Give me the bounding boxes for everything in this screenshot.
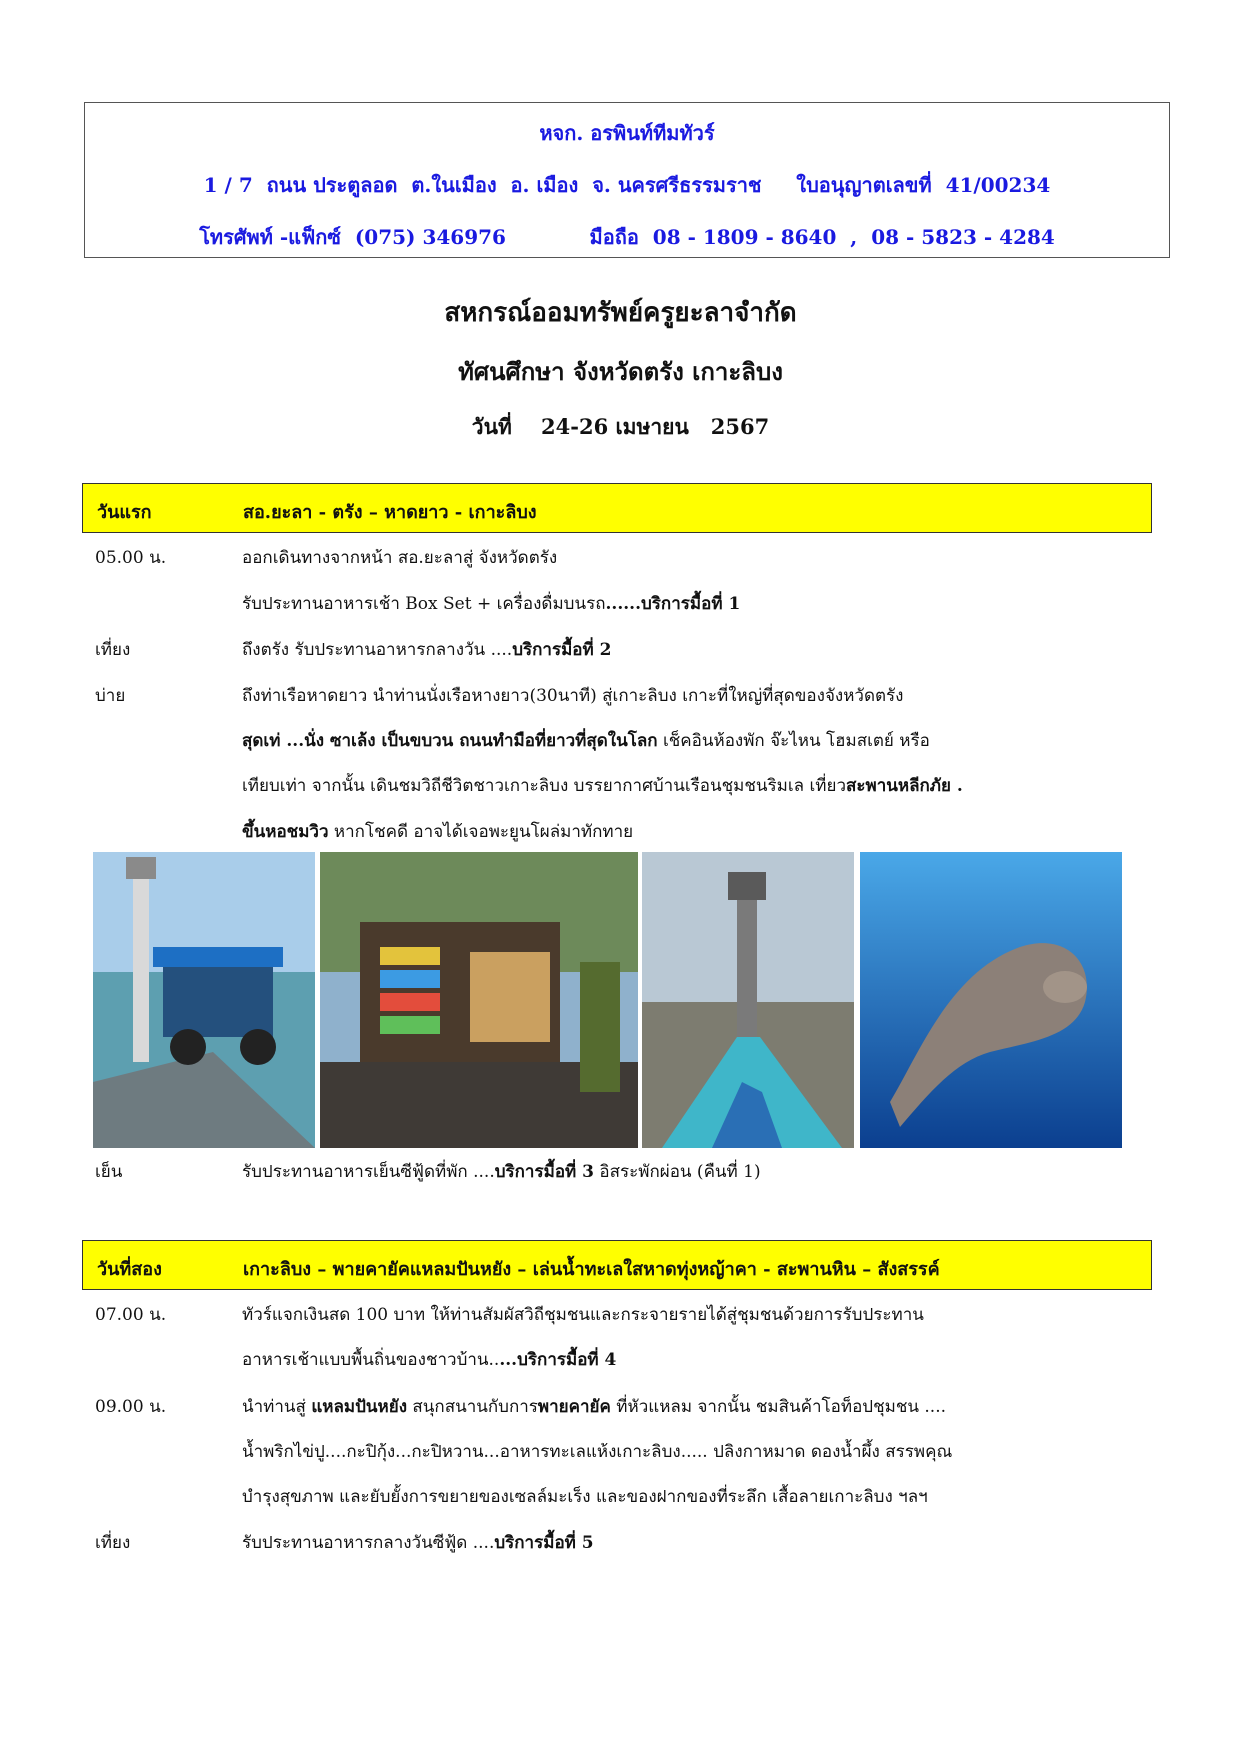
day2-desc-4: บำรุงสุขภาพ และยับยั้งการขยายของเซลล์มะเร็ง และของฝากของที่ระลึก เสื้อลายเกาะลิบง ฯลฯ [242, 1487, 928, 1507]
day2-desc-2: นำท่านสู่ แหลมปันหยัง สนุกสนานกับการพายคายัค ที่หัวแหลม จากนั้น ชมสินค้าโอท็อปชุมชน .... [242, 1397, 947, 1417]
photo-saleng-pier [93, 852, 315, 1148]
day1-time-7: เย็น [95, 1162, 123, 1182]
day1-route: สอ.ยะลา - ตรัง – หาดยาว - เกาะลิบง [243, 502, 537, 523]
trip-title: ทัศนศึกษา จังหวัดตรัง เกาะลิบง [458, 357, 783, 386]
day2-time-0: 07.00 น. [95, 1305, 167, 1325]
photo-dugong [860, 852, 1122, 1148]
day2-desc-3: น้ำพริกไข่ปู....กะปิกุ้ง...กะปิหวาน...อาหารทะเลแห้งเกาะลิบง..... ปลิงกาหมาด ดองน้ำผึ้ง สรรพคุณ [242, 1442, 953, 1462]
day1-desc-0: ออกเดินทางจากหน้า สอ.ยะลาสู่ จังหวัดตรัง [242, 548, 558, 568]
day1-desc-6: ขึ้นหอชมวิว หากโชคดี อาจได้เจอพะยูนโผล่มาทักทาย [242, 822, 634, 842]
agency-header-box [84, 102, 1170, 258]
trip-date: วันที่ 24-26 เมษายน 2567 [471, 414, 770, 439]
day2-route: เกาะลิบง – พายคายัคแหลมปันหยัง – เล่นน้ำทะเลใสหาดทุ่งหญ้าคา - สะพานหิน – สังสรรค์ [243, 1259, 940, 1280]
day1-desc-4: สุดเท่ ...นั่ง ซาเล้ง เป็นขบวน ถนนทำมือที่ยาวที่สุดในโลก เช็คอินห้องพัก จ๊ะไหน โฮมสเตย์ หรือ [242, 731, 930, 751]
photo-village-cafe [320, 852, 638, 1148]
day1-time-3: บ่าย [95, 686, 126, 706]
agency-address: 1 / 7 ถนน ประตูลอด ต.ในเมือง อ. เมือง จ. นครศรีธรรมราช ใบอนุญาตเลขที่ 41/00234 [203, 173, 1051, 197]
day1-desc-5: เทียบเท่า จากนั้น เดินชมวิถีชีวิตชาวเกาะลิบง บรรยากาศบ้านเรือนชุมชนริมเล เที่ยวสะพานหลีกภัย . [242, 776, 963, 796]
day2-time-5: เที่ยง [95, 1533, 131, 1553]
agency-contact: โทรศัพท์ -แฟ็กซ์ (075) 346976 มือถือ 08 - 1809 - 8640 , 08 - 5823 - 4284 [199, 225, 1055, 249]
day1-desc-2: ถึงตรัง รับประทานอาหารกลางวัน ....บริการมื้อที่ 2 [242, 640, 612, 660]
day1-band [82, 483, 1152, 533]
day1-desc-1: รับประทานอาหารเช้า Box Set + เครื่องดื่มบนรถ......บริการมื้อที่ 1 [242, 594, 741, 614]
day2-band [82, 1240, 1152, 1290]
day1-time-0: 05.00 น. [95, 548, 167, 568]
day1-label: วันแรก [97, 502, 152, 523]
day2-time-2: 09.00 น. [95, 1397, 167, 1417]
day2-label: วันที่สอง [97, 1259, 162, 1280]
organization-title: สหกรณ์ออมทรัพย์ครูยะลาจำกัด [444, 298, 797, 328]
day2-desc-5: รับประทานอาหารกลางวันซีฟู้ด ....บริการมื้อที่ 5 [242, 1533, 594, 1553]
day1-time-2: เที่ยง [95, 640, 131, 660]
day2-desc-0: ทัวร์แจกเงินสด 100 บาท ให้ท่านสัมผัสวิถีชุมชนและกระจายรายได้สู่ชุมชนด้วยการรับประทาน [242, 1305, 924, 1325]
day1-desc-3: ถึงท่าเรือหาดยาว นำท่านนั่งเรือหางยาว(30นาที) สู่เกาะลิบง เกาะที่ใหญ่ที่สุดของจังหวัดตรัง [242, 686, 904, 706]
day2-desc-1: อาหารเช้าแบบพื้นถิ่นของชาวบ้าน.....บริการมื้อที่ 4 [242, 1350, 617, 1370]
photo-view-tower-bridge [642, 852, 854, 1148]
agency-name: หจก. อรพินท์ทีมทัวร์ [539, 121, 715, 145]
day1-desc-7: รับประทานอาหารเย็นซีฟู้ดที่พัก ....บริการมื้อที่ 3 อิสระพักผ่อน (คืนที่ 1) [242, 1162, 761, 1182]
